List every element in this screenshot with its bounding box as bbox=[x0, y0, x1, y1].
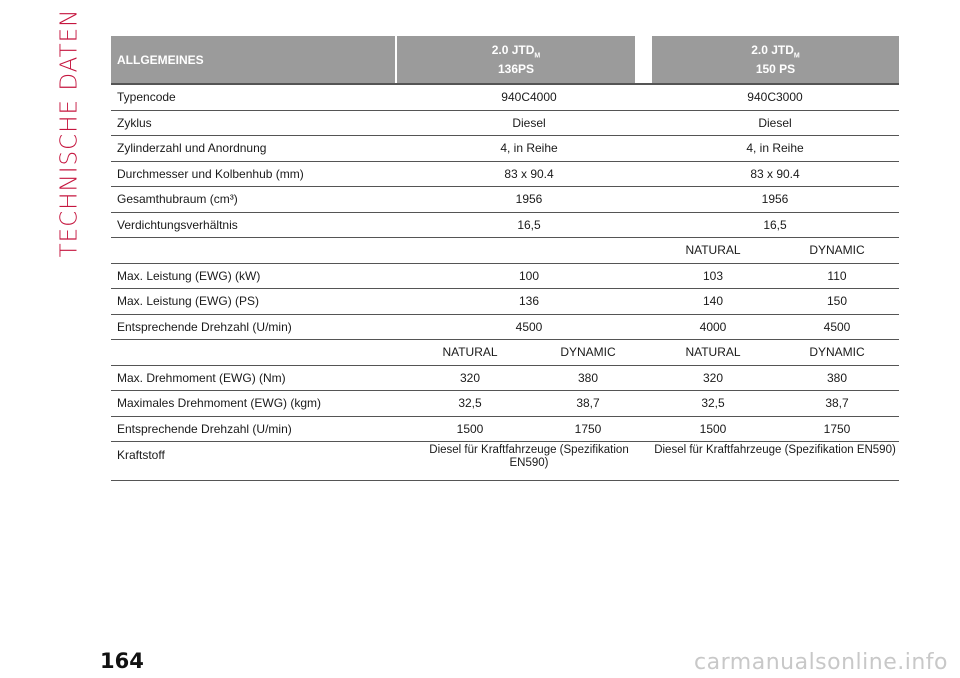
row-label: Max. Leistung (EWG) (PS) bbox=[117, 294, 260, 309]
table-row-drehmoment-kgm bbox=[111, 391, 899, 417]
engine-150-subscript: M bbox=[793, 52, 800, 60]
cell-150-dynamic: 110 bbox=[827, 268, 847, 283]
row-label: Typencode bbox=[117, 90, 176, 105]
cell-136-dynamic: 1750 bbox=[574, 421, 602, 436]
engine-136-name-text: 2.0 JTD bbox=[491, 43, 535, 58]
row-label: Verdichtungsverhältnis bbox=[117, 217, 238, 232]
cell-150-dynamic: 150 bbox=[826, 294, 848, 309]
page-number: 164 bbox=[100, 649, 144, 673]
table-row-leistung-ps bbox=[111, 289, 899, 315]
row-label: Maximales Drehmoment (EWG) (kgm) bbox=[117, 396, 322, 411]
row-label: Zyklus bbox=[117, 115, 152, 130]
header-general-label: ALLGEMEINES bbox=[117, 52, 204, 67]
header-engine-136 bbox=[397, 36, 635, 84]
row-label: Gesamthubraum (cm³) bbox=[117, 192, 238, 207]
cell-150-natural: 140 bbox=[702, 294, 724, 309]
mode-dynamic-150: DYNAMIC bbox=[809, 345, 865, 360]
cell-150: 940C3000 bbox=[747, 90, 803, 105]
engine-150-power: 150 PS bbox=[755, 61, 796, 76]
engine-150-name-text: 2.0 JTD bbox=[751, 43, 794, 58]
cell-150-natural: 4000 bbox=[699, 319, 727, 334]
row-label: Kraftstoff bbox=[117, 448, 165, 462]
mode-natural-150: NATURAL bbox=[685, 345, 741, 360]
watermark: carmanualsonline.info bbox=[694, 650, 948, 675]
section-title-text: TECHNISCHE DATEN bbox=[56, 8, 83, 257]
table-row-leistung-kw bbox=[111, 264, 899, 290]
table-row-modes-all bbox=[111, 340, 899, 366]
cell-136: 83 x 90.4 bbox=[504, 166, 554, 181]
cell-136-natural: 32,5 bbox=[458, 396, 482, 411]
cell-150-dynamic: 38,7 bbox=[825, 396, 849, 411]
cell-136: 136 bbox=[518, 294, 540, 309]
table-row-hubraum bbox=[111, 187, 899, 213]
cell-136: 100 bbox=[518, 268, 540, 283]
row-label: Entsprechende Drehzahl (U/min) bbox=[117, 319, 292, 334]
cell-136: 1956 bbox=[515, 192, 543, 207]
cell-150: 1956 bbox=[761, 192, 789, 207]
mode-natural-150: NATURAL bbox=[685, 243, 741, 258]
table-row-drehzahl-drehmoment bbox=[111, 417, 899, 443]
cell-136-dynamic: 38,7 bbox=[576, 396, 600, 411]
row-label: Zylinderzahl und Anordnung bbox=[117, 141, 267, 156]
table-row-drehmoment-nm bbox=[111, 366, 899, 392]
table-row-drehzahl-leistung bbox=[111, 315, 899, 341]
engine-150-name bbox=[751, 44, 800, 62]
cell-150-dynamic: 380 bbox=[826, 370, 848, 385]
header-general bbox=[111, 36, 395, 84]
table-row-zylinder bbox=[111, 136, 899, 162]
cell-136: Diesel bbox=[512, 115, 546, 130]
engine-136-power: 136PS bbox=[497, 61, 535, 76]
table-row-typencode bbox=[111, 85, 899, 111]
cell-150: 16,5 bbox=[763, 217, 787, 232]
table-row-kraftstoff bbox=[111, 442, 899, 481]
cell-150: 83 x 90.4 bbox=[750, 166, 800, 181]
cell-150: Diesel für Kraftfahrzeuge (Spezifikation EN590) bbox=[654, 444, 896, 456]
row-label: Max. Drehmoment (EWG) (Nm) bbox=[117, 370, 286, 385]
cell-150-natural: 1500 bbox=[699, 421, 727, 436]
section-side-title bbox=[56, 8, 83, 257]
cell-150-natural: 320 bbox=[702, 370, 724, 385]
cell-150-dynamic: 4500 bbox=[823, 319, 851, 334]
cell-150: 4, in Reihe bbox=[746, 141, 804, 156]
table-row-verdichtung bbox=[111, 213, 899, 239]
cell-136: 940C4000 bbox=[501, 90, 557, 105]
cell-136: 4, in Reihe bbox=[500, 141, 558, 156]
cell-150-dynamic: 1750 bbox=[823, 421, 851, 436]
cell-136: 16,5 bbox=[517, 217, 541, 232]
cell-150-natural: 32,5 bbox=[701, 396, 725, 411]
table-row-zyklus bbox=[111, 111, 899, 137]
cell-150: Diesel bbox=[758, 115, 792, 130]
cell-150-natural: 103 bbox=[702, 268, 724, 283]
cell-136-natural: 1500 bbox=[456, 421, 484, 436]
cell-136: Diesel für Kraftfahrzeuge (Spezifikation EN590) bbox=[429, 444, 629, 469]
row-label: Max. Leistung (EWG) (kW) bbox=[117, 268, 261, 283]
mode-dynamic-136: DYNAMIC bbox=[560, 345, 616, 360]
row-label: Durchmesser und Kolbenhub (mm) bbox=[117, 166, 304, 181]
header-engine-150 bbox=[652, 36, 899, 84]
spec-table bbox=[111, 85, 899, 481]
mode-natural-136: NATURAL bbox=[442, 345, 498, 360]
cell-136-dynamic: 380 bbox=[577, 370, 599, 385]
row-label: Entsprechende Drehzahl (U/min) bbox=[117, 421, 292, 436]
cell-136: 4500 bbox=[515, 319, 543, 334]
engine-136-subscript: M bbox=[534, 52, 541, 60]
engine-136-name bbox=[492, 44, 541, 62]
table-header bbox=[111, 36, 899, 85]
table-row-modes-150 bbox=[111, 238, 899, 264]
table-row-bohrung bbox=[111, 162, 899, 188]
mode-dynamic-150: DYNAMIC bbox=[809, 243, 865, 258]
cell-136-natural: 320 bbox=[459, 370, 481, 385]
